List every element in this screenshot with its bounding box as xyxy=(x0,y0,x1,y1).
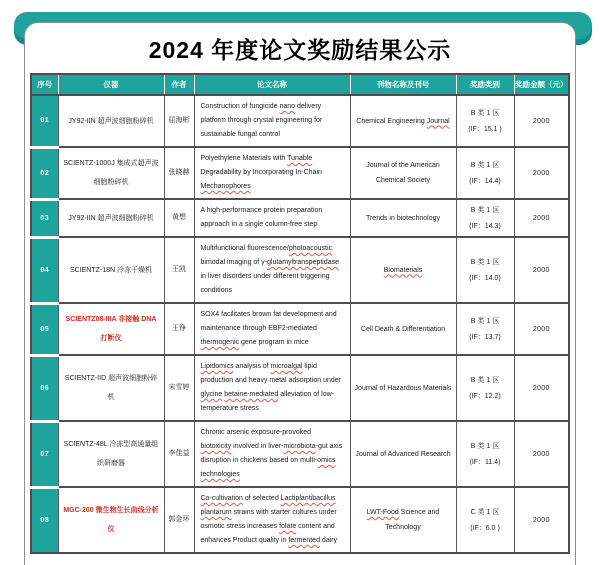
impact-factor-label: (IF：14.0) xyxy=(469,274,501,282)
journal-cell: Cell Death & Differentiation xyxy=(350,303,456,355)
paper-title-cell: Polyethylene Materials with Tunable Degradability by Incorporating In-Chain Mechanophores xyxy=(194,147,350,199)
author-cell: 屈海彬 xyxy=(164,95,194,147)
row-number-cell: 08 xyxy=(31,487,58,553)
award-category-label: B 类 1 区 xyxy=(470,376,500,384)
instrument-cell: SCIENTZ-IID 超声波细胞粉碎机 xyxy=(58,355,164,421)
journal-cell: Trends in biotechnology xyxy=(350,199,456,237)
row-number-cell: 02 xyxy=(31,147,58,199)
award-category-label: B 类 1 区 xyxy=(470,161,500,169)
award-category-cell xyxy=(456,355,514,421)
journal-cell: LWT-Food Science and Technology xyxy=(350,487,456,553)
paper-title-cell: Lipidomics analysis of microalgal lipid production and heavy metal adsorption under glycine betaine-mediated alleviation of low-temperature stress xyxy=(194,355,350,421)
award-amount-cell: 2000 xyxy=(514,487,569,553)
table-header-row xyxy=(31,74,569,95)
row-number-cell: 01 xyxy=(31,95,58,147)
instrument-cell: MGC-200 微生物生长曲线分析仪 xyxy=(58,487,164,553)
paper-title-cell: Chronic arsenic exposure‐provoked biotoxicity involved in liver‐microbiota‐gut axis disruption in chickens based on multi‐omics technologies xyxy=(194,421,350,487)
award-amount-cell: 2000 xyxy=(514,199,569,237)
table-row xyxy=(31,355,569,421)
award-amount-cell: 2000 xyxy=(514,147,569,199)
row-number-cell: 06 xyxy=(31,355,58,421)
impact-factor-label: (IF：12.2) xyxy=(469,392,501,400)
award-amount-cell: 2000 xyxy=(514,421,569,487)
column-header: 刊物名称及刊号 xyxy=(350,74,456,95)
impact-factor-label: (IF：6.0 ) xyxy=(470,524,500,532)
document-card xyxy=(24,22,576,565)
award-category-cell xyxy=(456,421,514,487)
row-number-cell: 03 xyxy=(31,199,58,237)
award-category-label: C 类 1 区 xyxy=(470,508,500,516)
impact-factor-label: (IF：14.3) xyxy=(469,222,501,230)
author-cell: 宋雪婷 xyxy=(164,355,194,421)
journal-cell: Journal of the American Chemical Society xyxy=(350,147,456,199)
author-cell: 王凯 xyxy=(164,237,194,303)
author-cell: 李佳益 xyxy=(164,421,194,487)
table-row xyxy=(31,147,569,199)
instrument-cell: JY92-IIN 超声波细胞粉碎机 xyxy=(58,199,164,237)
author-cell: 王铮 xyxy=(164,303,194,355)
paper-title-cell: Construction of fungicide nano delivery platform through crystal engineering for sustainable fungal control xyxy=(194,95,350,147)
impact-factor-label: (IF：15.1 ) xyxy=(468,125,502,133)
journal-cell: Chemical Engineering Journal xyxy=(350,95,456,147)
journal-cell: Biomaterials xyxy=(350,237,456,303)
award-amount-cell: 2000 xyxy=(514,237,569,303)
column-header: 论文名称 xyxy=(194,74,350,95)
award-results-table xyxy=(30,73,570,554)
award-amount-cell: 2000 xyxy=(514,95,569,147)
author-cell: 黄想 xyxy=(164,199,194,237)
impact-factor-label: (IF：14.4) xyxy=(469,177,501,185)
award-category-label: B 类 1 区 xyxy=(470,206,500,214)
row-number-cell: 05 xyxy=(31,303,58,355)
table-row xyxy=(31,487,569,553)
column-header: 仪器 xyxy=(58,74,164,95)
table-row xyxy=(31,303,569,355)
column-header: 序号 xyxy=(31,74,58,95)
author-cell: 郭金环 xyxy=(164,487,194,553)
award-category-cell xyxy=(456,95,514,147)
award-category-cell xyxy=(456,199,514,237)
instrument-cell: SCIENTZ08-IIIA 非接触 DNA 打断仪 xyxy=(58,303,164,355)
journal-cell: Journal of Advanced Research xyxy=(350,421,456,487)
award-category-cell xyxy=(456,303,514,355)
paper-title-cell: Multifunctional fluorescence/photoacoustic bimodal imaging of γ-glutamyltranspeptidase in liver disorders under different triggering conditions xyxy=(194,237,350,303)
page-title: 2024 年度论文奖励结果公示 xyxy=(148,37,452,63)
column-header: 奖励类别 xyxy=(456,74,514,95)
instrument-cell: SCIENTZ-18N 冷冻干燥机 xyxy=(58,237,164,303)
paper-title-cell: SOX4 facilitates brown fat development and maintenance through EBF2-mediated thermogenic gene program in mice xyxy=(194,303,350,355)
paper-title-cell: A high-performance protein preparation approach in a single column-free step xyxy=(194,199,350,237)
award-amount-cell: 2000 xyxy=(514,303,569,355)
paper-title-cell: Co-cultivation of selected Lactiplantibacillus plantarum strains with starter cultures under osmotic stress increases folate content and enhances Product quality in fermented dairy xyxy=(194,487,350,553)
impact-factor-label: (IF：11.4) xyxy=(469,458,501,466)
column-header: 奖励金额（元） xyxy=(514,74,569,95)
award-category-label: B 类 1 区 xyxy=(470,317,500,325)
table-row xyxy=(31,421,569,487)
award-amount-cell: 2000 xyxy=(514,355,569,421)
table-row xyxy=(31,199,569,237)
instrument-cell: SCIENTZ-1000J 集成式超声波细胞粉碎机 xyxy=(58,147,164,199)
award-category-cell xyxy=(456,147,514,199)
award-category-cell xyxy=(456,487,514,553)
table-row xyxy=(31,95,569,147)
row-number-cell: 04 xyxy=(31,237,58,303)
column-header: 作者 xyxy=(164,74,194,95)
instrument-cell: SCIENTZ-48L 冷冻型高通量组织研磨器 xyxy=(58,421,164,487)
instrument-cell: JY92-IIN 超声波细胞粉碎机 xyxy=(58,95,164,147)
row-number-cell: 07 xyxy=(31,421,58,487)
table-row xyxy=(31,237,569,303)
award-category-label: B 类 1 区 xyxy=(470,258,500,266)
impact-factor-label: (IF：13.7) xyxy=(469,333,501,341)
award-category-cell xyxy=(456,237,514,303)
award-category-label: B 类 1 区 xyxy=(470,109,500,117)
award-category-label: B 类 1 区 xyxy=(470,442,500,450)
journal-cell: Journal of Hazardous Materials xyxy=(350,355,456,421)
author-cell: 张晓赫 xyxy=(164,147,194,199)
